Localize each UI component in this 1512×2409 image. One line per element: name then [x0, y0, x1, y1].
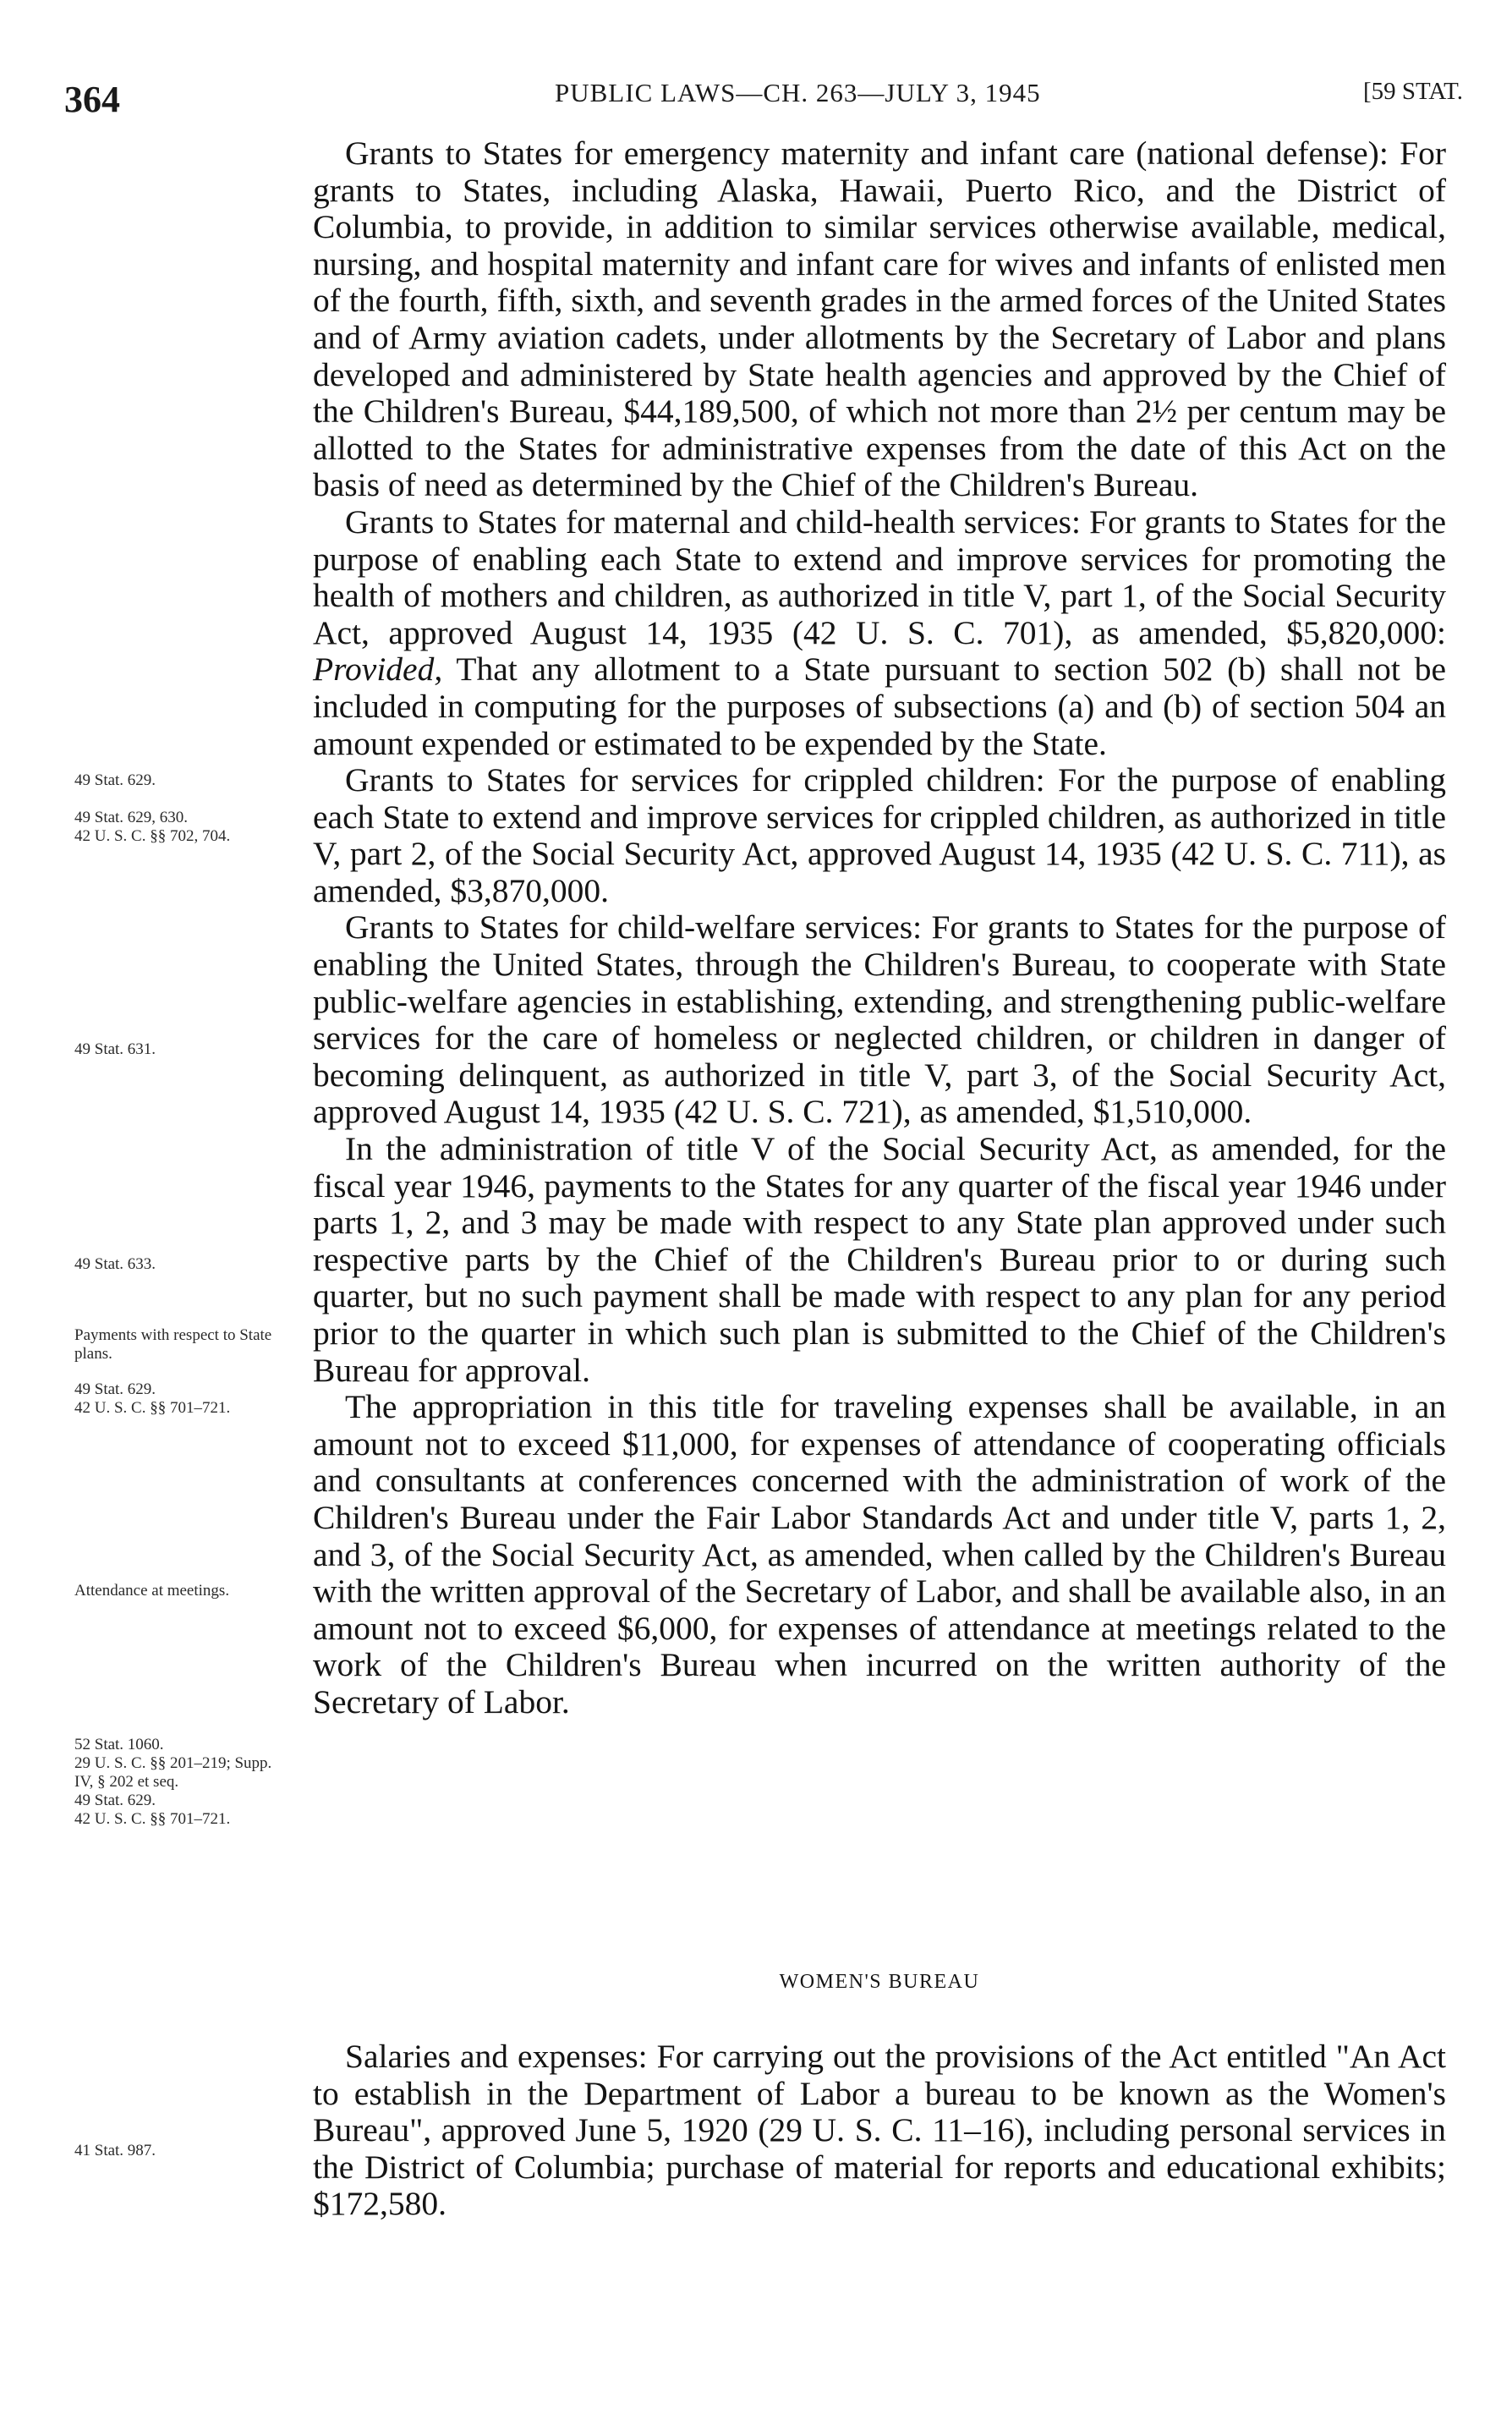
volume-reference: [59 STAT.	[1363, 78, 1463, 105]
margin-note	[74, 1040, 286, 1059]
margin-note	[74, 2142, 286, 2160]
womens-bureau-text	[313, 2039, 1446, 2223]
margin-note-text: 41 Stat. 987.	[74, 2142, 156, 2159]
margin-note-text: 42 U. S. C. §§ 702, 704.	[74, 827, 231, 845]
paragraph-text: Grants to States for maternal and child-health services: For grants to States for the purpose of enabling each State to extend and improve services for promoting the health of mothers and children, as authorized in title V, part 1, of the Social Security Act, approved August 14, 1935 (42 U. S. C. 701), as amended, $5,820,000:	[313, 502, 1446, 651]
proviso-italic: Provided,	[313, 650, 443, 689]
margin-note-text: 49 Stat. 629, 630.	[74, 809, 189, 826]
paragraph-maternal-child-health	[313, 504, 1446, 762]
margin-note-text: 49 Stat. 633.	[74, 1255, 156, 1273]
paragraph-crippled-children: Grants to States for services for crippled children: For the purpose of enabling each State to extend and improve services for crippled children, as authorized in title V, part 2, of the Social Security Act, approved August 14, 1935 (42 U. S. C. 711), as amended, $3,870,000.	[313, 761, 1446, 909]
main-text	[313, 135, 1446, 1721]
margin-note-text: 42 U. S. C. §§ 701–721.	[74, 1399, 231, 1417]
paragraph-traveling-expenses: The appropriation in this title for traveling expenses shall be available, in an amount not to exceed $11,000, for expenses of attendance of cooperating officials and consultants at conferences concerned with the administration of work of the Children's Bureau under the Fair Labor Standards Act and under title V, parts 1, 2, and 3, of the Social Security Act, as amended, when called by the Children's Bureau with the written approval of the Secretary of Labor, and shall be available also, in an amount not to exceed $6,000, for expenses of attendance at meetings related to the work of the Children's Bureau when incurred on the written authority of the Secretary of Labor.	[313, 1388, 1446, 1720]
paragraph-womens-bureau: Salaries and expenses: For carrying out the provisions of the Act entitled "An Act to establish in the Department of Labor a bureau to be known as the Women's Bureau", approved June 5, 1920 (29 U. S. C. 11–16), including personal services in the District of Columbia; purchase of material for reports and educational exhibits; $172,580.	[313, 2038, 1446, 2223]
running-title: PUBLIC LAWS—CH. 263—JULY 3, 1945	[555, 78, 1041, 107]
margin-note	[74, 809, 286, 846]
paragraph-child-welfare: Grants to States for child-welfare services: For grants to States for the purpose of enabling the United States, through the Children's Bureau, to cooperate with State public-welfare agencies in establishing, extending, and strengthening public-welfare services for the care of homeless or neglected children, or children in danger of becoming delinquent, as authorized in title V, part 3, of the Social Security Act, approved August 14, 1935 (42 U. S. C. 721), as amended, $1,510,000.	[313, 908, 1446, 1131]
paragraph-title-v-administration: In the administration of title V of the Social Security Act, as amended, for the fiscal year 1946, payments to the States for any quarter of the fiscal year 1946 under parts 1, 2, and 3 may be made with respect to any State plan approved under such respective parts by the Chief of the Children's Bureau prior to or during such quarter, but no such payment shall be made with respect to any plan for any period prior to the quarter in which such plan is submitted to the Chief of the Children's Bureau for approval.	[313, 1130, 1446, 1389]
margin-note-text: 29 U. S. C. §§ 201–219; Supp. IV, § 202 et seq.	[74, 1754, 272, 1791]
margin-note-text: 52 Stat. 1060.	[74, 1736, 164, 1753]
margin-note-text: Attendance at meetings.	[74, 1582, 230, 1600]
margin-note-text: 42 U. S. C. §§ 701–721.	[74, 1810, 231, 1828]
margin-note	[74, 1582, 286, 1600]
margin-note	[74, 1326, 286, 1364]
margin-note	[74, 771, 286, 790]
page-number: 364	[64, 79, 120, 120]
paragraph-text: That any allotment to a State pursuant to section 502 (b) shall not be included in computing for the purposes of subsections (a) and (b) of section 504 an amount expended or estimated to be expended by the State.	[313, 650, 1446, 762]
margin-note	[74, 1736, 286, 1829]
margin-note-text: 49 Stat. 629.	[74, 1380, 156, 1398]
paragraph-emergency-maternity: Grants to States for emergency maternity and infant care (national defense): For grants to States, including Alaska, Hawaii, Puerto Rico, and the District of Columbia, to provide, in addition to similar services otherwise available, medical, nursing, and hospital maternity and infant care for wives and infants of enlisted men of the fourth, fifth, sixth, and seventh grades in the armed forces of the United States and of Army aviation cadets, under allotments by the Secretary of Labor and plans developed and administered by State health agencies and approved by the Chief of the Children's Bureau, $44,189,500, of which not more than 2½ per centum may be allotted to the States for administrative expenses from the date of this Act on the basis of need as determined by the Chief of the Children's Bureau.	[313, 134, 1446, 504]
margin-note-text: Payments with respect to State plans.	[74, 1326, 272, 1363]
margin-note-text: 49 Stat. 629.	[74, 771, 156, 789]
margin-note	[74, 1380, 286, 1418]
margin-note-text: 49 Stat. 629.	[74, 1792, 156, 1809]
margin-note	[74, 1255, 286, 1274]
margin-note-text: 49 Stat. 631.	[74, 1040, 156, 1058]
section-heading: WOMEN'S BUREAU	[779, 1971, 980, 1993]
